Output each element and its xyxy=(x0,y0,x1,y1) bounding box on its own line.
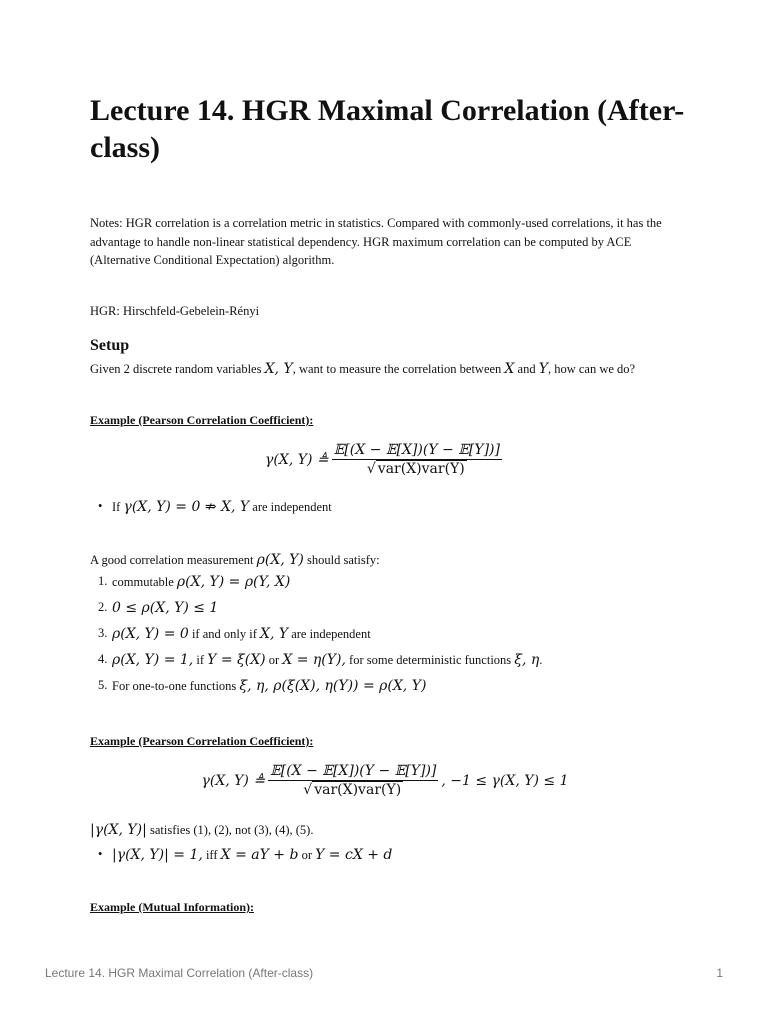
example-heading-pearson-2: Example (Pearson Correlation Coefficient): xyxy=(90,734,314,748)
text: , want to measure the correlation between xyxy=(292,362,505,376)
footer-title: Lecture 14. HGR Maximal Correlation (After-class) xyxy=(45,966,314,980)
list-text xyxy=(112,600,218,616)
text: if xyxy=(193,653,208,667)
math-inline: 0 ≤ ρ(X, Y) ≤ 1 xyxy=(112,600,219,616)
text: for some deterministic functions xyxy=(345,653,515,667)
math-inline: |γ(X, Y)| xyxy=(90,822,147,838)
fraction-denominator: √ var(X)var(Y) xyxy=(303,782,402,798)
list-text xyxy=(112,678,426,694)
text: If xyxy=(112,500,124,514)
list-text xyxy=(112,652,542,668)
list-number: 2. xyxy=(98,600,108,614)
equation-lhs: γ(X, Y) ≜ xyxy=(265,451,329,468)
list-text xyxy=(112,626,371,642)
text: commutable xyxy=(112,575,177,589)
text: if and only if xyxy=(188,627,260,641)
math-inline: ξ, η, ρ(ξ(X), η(Y)) = ρ(X, Y) xyxy=(239,678,427,694)
math-inline: Y = cX + d xyxy=(315,847,393,863)
example-heading-pearson-1: Example (Pearson Correlation Coefficient): xyxy=(90,413,314,427)
setup-heading: Setup xyxy=(90,337,130,354)
math-inline: γ(X, Y) = 0 ⇏ X, Y xyxy=(123,499,250,515)
fraction-numerator: 𝔼[(X − 𝔼[X])(Y − 𝔼[Y])] xyxy=(270,763,437,779)
math-inline: X = η(Y), xyxy=(282,652,346,668)
math-inline: Y xyxy=(538,361,548,377)
text: iff xyxy=(202,848,221,862)
math-inline: |γ(X, Y)| = 1, xyxy=(112,847,203,863)
satisfies-paragraph xyxy=(90,821,313,840)
math-inline: X, Y xyxy=(259,626,289,642)
list-number: 4. xyxy=(98,652,108,666)
math-inline: ρ(X, Y) = 0 xyxy=(112,626,189,642)
text: satisfies (1), (2), not (3), (4), (5). xyxy=(146,823,314,837)
sqrt-content: var(X)var(Y) xyxy=(314,782,402,798)
text: or xyxy=(265,653,283,667)
bullet-text xyxy=(112,499,332,515)
math-inline: X, Y xyxy=(264,361,293,377)
setup-paragraph xyxy=(90,360,635,379)
good-measure-paragraph xyxy=(90,551,380,570)
text: . xyxy=(539,653,543,667)
math-inline: ρ(X, Y) = 1, xyxy=(112,652,194,668)
fraction xyxy=(332,442,502,477)
text: and xyxy=(514,362,539,376)
list-number: 1. xyxy=(98,574,108,588)
equation-lhs: γ(X, Y) ≜ xyxy=(201,772,266,789)
notes-paragraph: Notes: HGR correlation is a correlation metric in statistics. Compared with commonly-used correlations, it has the advantage to handle non-linear statistical dependency. HGR maximum correlation can be computed by ACE (Alternative Conditional Expectation) algorithm. xyxy=(90,216,662,267)
fraction-numerator: 𝔼[(X − 𝔼[X])(Y − 𝔼[Y])] xyxy=(333,442,500,458)
fraction-denominator: √ var(X)var(Y) xyxy=(366,461,465,477)
list-number: 5. xyxy=(98,678,108,692)
text: , how can we do? xyxy=(547,362,636,376)
sqrt-content: var(X)var(Y) xyxy=(377,461,465,477)
text: are independent xyxy=(249,500,332,514)
bullet-dot: • xyxy=(98,499,103,513)
bullet-text xyxy=(112,847,392,863)
text: Given 2 discrete random variables xyxy=(90,362,265,376)
math-inline: ρ(X, Y) xyxy=(256,552,304,568)
list-text xyxy=(112,574,290,590)
math-inline: ρ(X, Y) = ρ(Y, X) xyxy=(176,574,291,590)
page-number: 1 xyxy=(716,966,723,980)
math-inline: X = aY + b xyxy=(220,847,299,863)
pearson-equation-1 xyxy=(90,442,680,477)
text: are independent xyxy=(288,627,371,641)
math-inline: X xyxy=(504,361,515,377)
math-inline: Y = ξ(X) xyxy=(207,652,266,668)
text: or xyxy=(298,848,316,862)
list-number: 3. xyxy=(98,626,108,640)
hgr-definition: HGR: Hirschfeld-Gebelein-Rényi xyxy=(90,304,260,318)
text: A good correlation measurement xyxy=(90,553,257,567)
text: should satisfy: xyxy=(303,553,380,567)
equation-rhs: , −1 ≤ γ(X, Y) ≤ 1 xyxy=(441,772,569,789)
pearson-equation-2 xyxy=(90,763,680,798)
text: For one-to-one functions xyxy=(112,679,240,693)
page-title: Lecture 14. HGR Maximal Correlation (After-class) xyxy=(90,94,685,164)
math-inline: ξ, η xyxy=(514,652,540,668)
fraction xyxy=(268,763,438,798)
bullet-dot: • xyxy=(98,847,103,861)
example-heading-mutual-information: Example (Mutual Information): xyxy=(90,900,254,914)
